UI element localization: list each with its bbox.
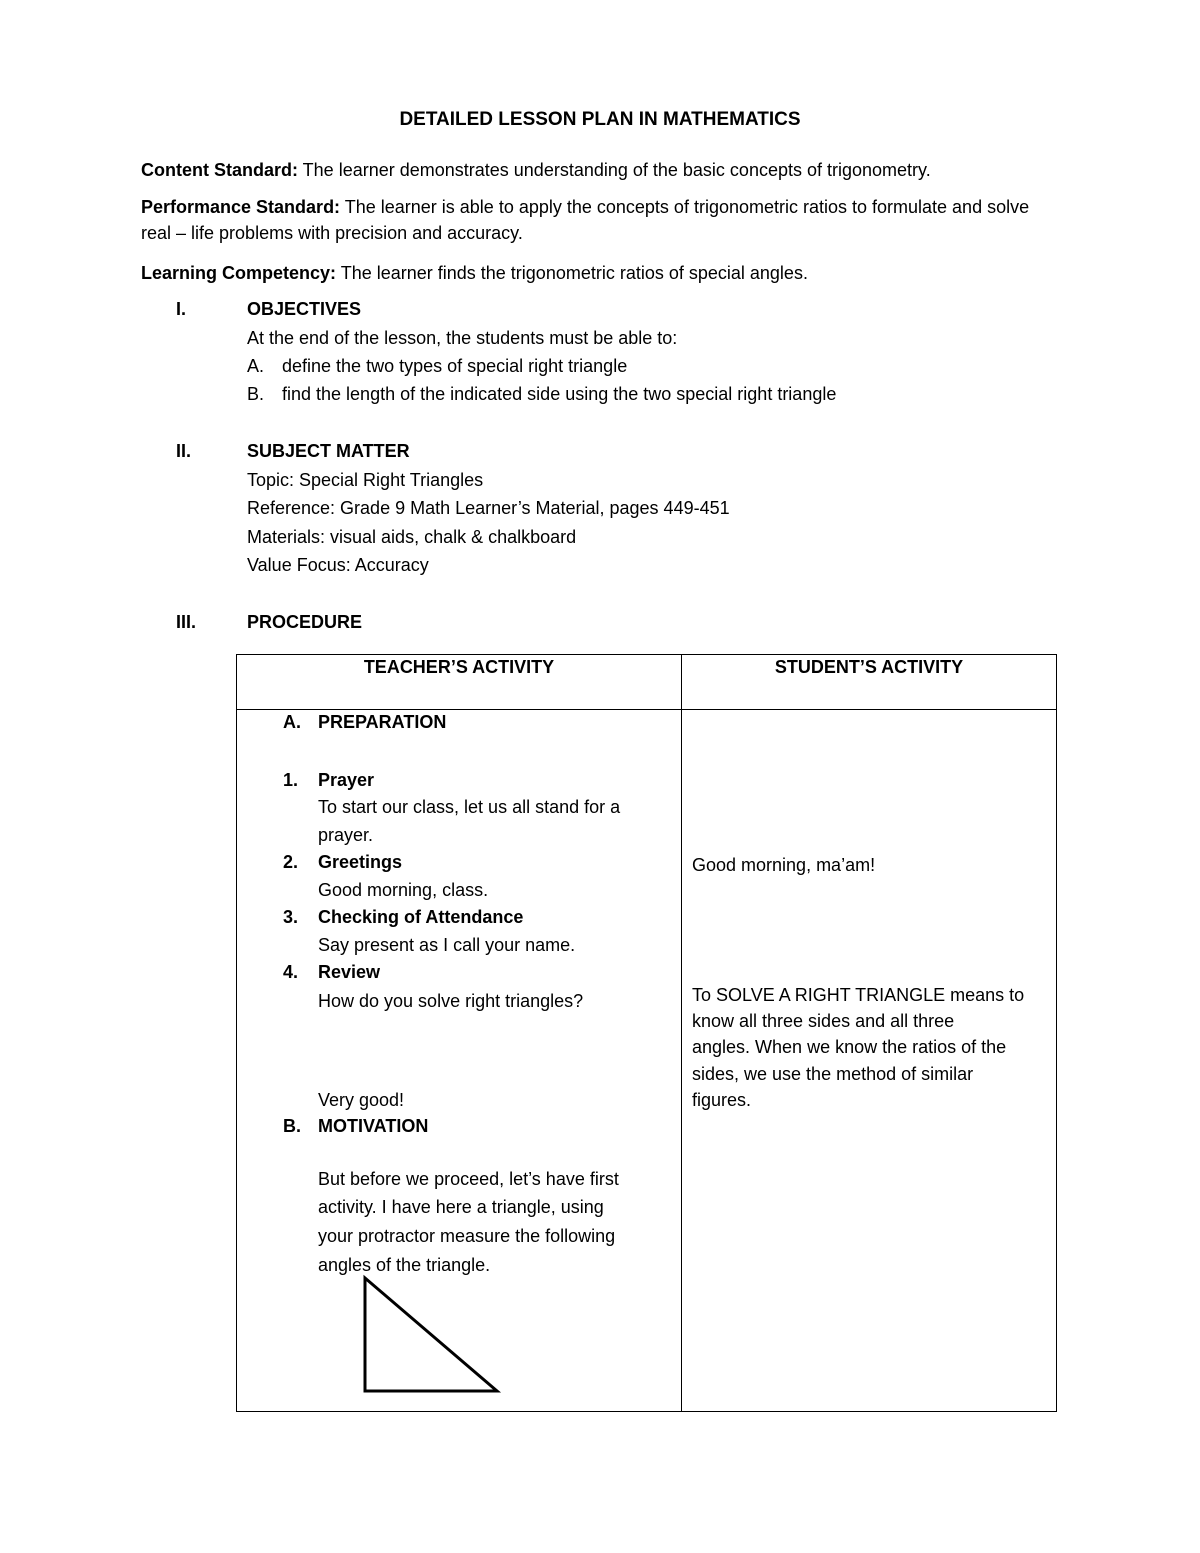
- step-text: prayer.: [318, 825, 374, 845]
- performance-standard: [141, 194, 1061, 246]
- student-greeting: Good morning, ma’am!: [692, 855, 876, 875]
- step-number: 3.: [283, 907, 299, 927]
- step-title-prayer: Prayer: [318, 770, 375, 790]
- step-text: To start our class, let us all stand for a: [318, 797, 621, 817]
- objectives-intro: At the end of the lesson, the students must be able to:: [247, 328, 678, 348]
- step-title-attendance: Checking of Attendance: [318, 907, 524, 927]
- teacher-activity-cell: [237, 710, 682, 1412]
- preparation-title: PREPARATION: [318, 712, 447, 732]
- table-header-row: [237, 655, 1057, 710]
- motivation-title: MOTIVATION: [318, 1116, 429, 1136]
- objectives-number: I.: [176, 299, 187, 319]
- procedure-number: III.: [176, 612, 197, 632]
- objective-letter: A.: [247, 356, 265, 376]
- subject-matter-heading: SUBJECT MATTER: [247, 441, 410, 461]
- procedure-heading: PROCEDURE: [247, 612, 363, 632]
- very-good-text: Very good!: [318, 1090, 405, 1110]
- student-review-answer: angles. When we know the ratios of the: [692, 1037, 1007, 1057]
- table-row: [237, 710, 1057, 1412]
- step-number: 1.: [283, 770, 299, 790]
- performance-standard-label: Performance Standard:: [141, 197, 341, 217]
- performance-standard-text: The learner is able to apply the concepts of trigonometric ratios to formulate and solve real – life problems with precision and accuracy.: [141, 197, 1030, 243]
- step-title-greetings: Greetings: [318, 852, 403, 872]
- student-review-answer: figures.: [692, 1090, 752, 1110]
- motivation-text: But before we proceed, let’s have first: [318, 1169, 619, 1189]
- teacher-activity-header: TEACHER’S ACTIVITY: [237, 655, 682, 710]
- student-review-answer: sides, we use the method of similar: [692, 1064, 974, 1084]
- right-triangle-figure: [357, 1270, 507, 1400]
- content-standard: [141, 157, 1061, 183]
- motivation-text: your protractor measure the following: [318, 1226, 616, 1246]
- student-activity-cell: [682, 710, 1057, 1412]
- objective-item: find the length of the indicated side using the two special right triangle: [282, 384, 837, 404]
- learning-competency-text: The learner finds the trigonometric ratios of special angles.: [336, 263, 808, 283]
- student-review-answer: To SOLVE A RIGHT TRIANGLE means to: [692, 985, 1025, 1005]
- step-title-review: Review: [318, 962, 381, 982]
- student-activity-header: STUDENT’S ACTIVITY: [682, 655, 1057, 710]
- step-text: How do you solve right triangles?: [318, 991, 584, 1011]
- subject-materials: Materials: visual aids, chalk & chalkboard: [247, 527, 577, 547]
- step-text: Say present as I call your name.: [318, 935, 576, 955]
- motivation-text: angles of the triangle.: [318, 1255, 491, 1275]
- motivation-letter: B.: [283, 1116, 301, 1136]
- procedure-table: [236, 654, 1057, 1412]
- subject-value-focus: Value Focus: Accuracy: [247, 555, 429, 575]
- preparation-letter: A.: [283, 712, 301, 732]
- student-review-answer: know all three sides and all three: [692, 1011, 955, 1031]
- content-standard-label: Content Standard:: [141, 160, 298, 180]
- objective-letter: B.: [247, 384, 265, 404]
- step-number: 2.: [283, 852, 299, 872]
- subject-reference: Reference: Grade 9 Math Learner’s Material, pages 449-451: [247, 498, 730, 518]
- subject-topic: Topic: Special Right Triangles: [247, 470, 484, 490]
- step-number: 4.: [283, 962, 299, 982]
- objective-item: define the two types of special right triangle: [282, 356, 628, 376]
- learning-competency: [141, 260, 1061, 286]
- content-standard-text: The learner demonstrates understanding of the basic concepts of trigonometry.: [298, 160, 931, 180]
- motivation-text: activity. I have here a triangle, using: [318, 1197, 604, 1217]
- learning-competency-label: Learning Competency:: [141, 263, 337, 283]
- triangle-shape: [365, 1278, 497, 1391]
- step-text: Good morning, class.: [318, 880, 489, 900]
- objectives-heading: OBJECTIVES: [247, 299, 362, 319]
- subject-matter-number: II.: [176, 441, 192, 461]
- page-title: DETAILED LESSON PLAN IN MATHEMATICS: [399, 109, 801, 130]
